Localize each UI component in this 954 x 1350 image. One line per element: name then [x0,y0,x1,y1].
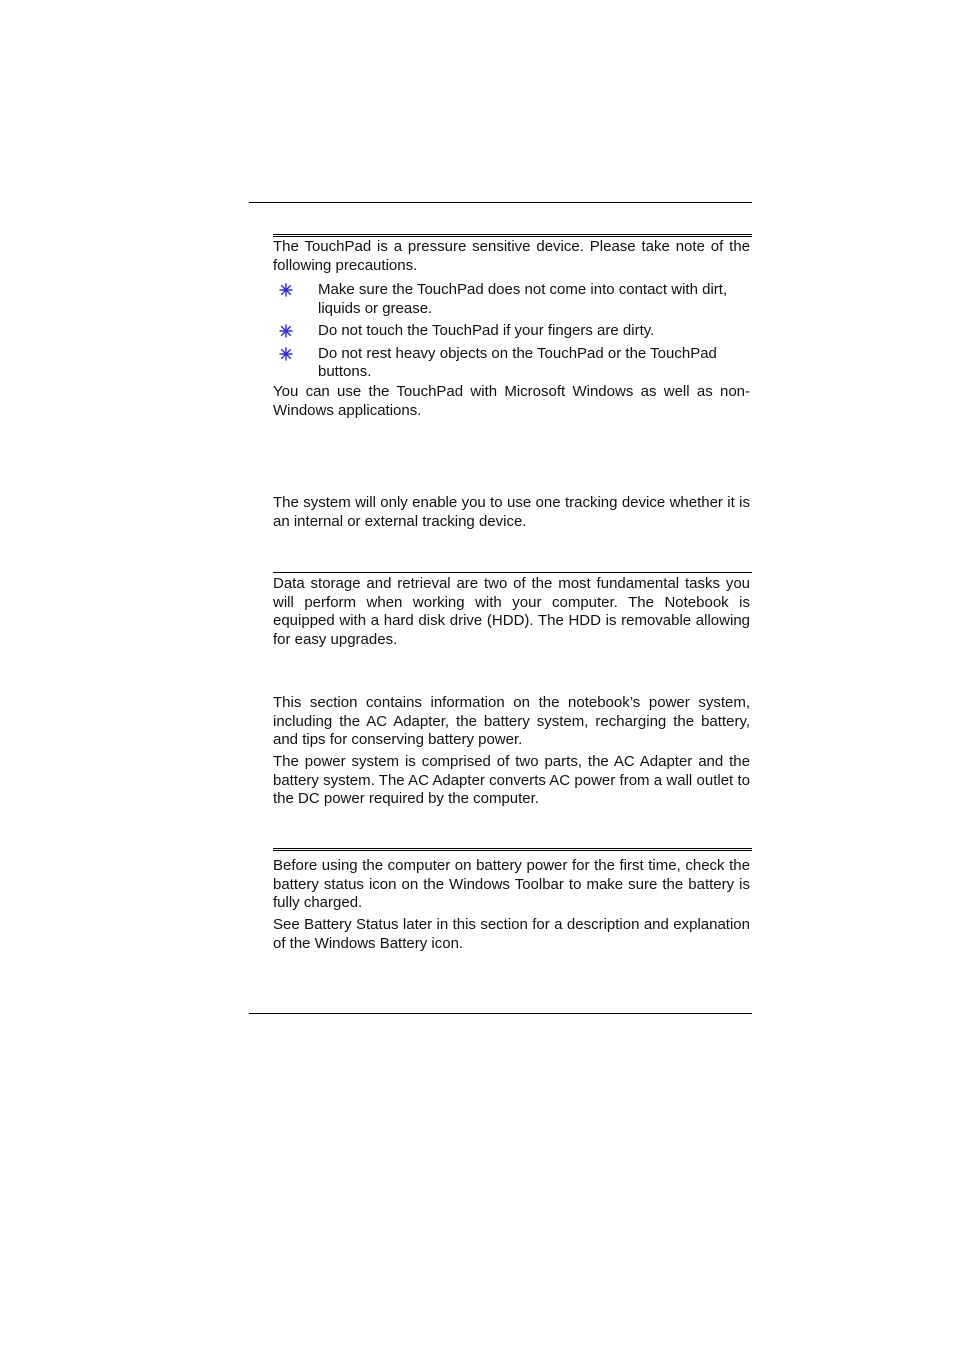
precaution-text: Do not rest heavy objects on the TouchPad or the TouchPad buttons. [318,344,717,381]
touchpad-usage-paragraph: You can use the TouchPad with Microsoft Windows as well as non-Windows applications. [273,383,750,419]
storage-section-rule [273,572,752,573]
snowflake-bullet-icon [278,345,294,363]
precaution-text: Do not touch the TouchPad if your fingers are dirty. [318,322,655,340]
list-item [273,345,750,382]
touchpad-intro-paragraph: The TouchPad is a pressure sensitive device. Please take note of the following precautions. [273,238,750,274]
precaution-text: Make sure the TouchPad does not come into contact with dirt, liquids or grease. [318,281,728,317]
power-system-parts-paragraph: The power system is comprised of two parts, the AC Adapter and the battery system. The AC Adapter converts AC power from a wall outlet to the DC power required by the computer. [273,753,750,808]
tracking-device-paragraph: The system will only enable you to use one tracking device whether it is an internal or external tracking device. [273,494,750,530]
snowflake-bullet-icon [278,281,294,299]
snowflake-bullet-icon [278,322,294,340]
list-item [273,281,750,318]
power-system-intro-paragraph: This section contains information on the notebook’s power system, including the AC Adapter, the battery system, recharging the battery, and tips for conserving battery power. [273,694,750,749]
touchpad-precautions-list [273,281,750,386]
battery-see-also-paragraph: See Battery Status later in this section for a description and explanation of the Windows Battery icon. [273,916,750,952]
battery-note-top-rule [273,848,752,851]
note-box-top-rule [273,234,752,237]
page-header-rule [249,202,752,203]
list-item [273,322,750,341]
battery-first-use-paragraph: Before using the computer on battery power for the first time, check the battery status icon on the Windows Toolbar to make sure the battery is fully charged. [273,857,750,912]
page-footer-rule [249,1013,752,1014]
storage-paragraph: Data storage and retrieval are two of the most fundamental tasks you will perform when working with your computer. The Notebook is equipped with a hard disk drive (HDD). The HDD is removable allowing for easy upgrades. [273,575,750,648]
